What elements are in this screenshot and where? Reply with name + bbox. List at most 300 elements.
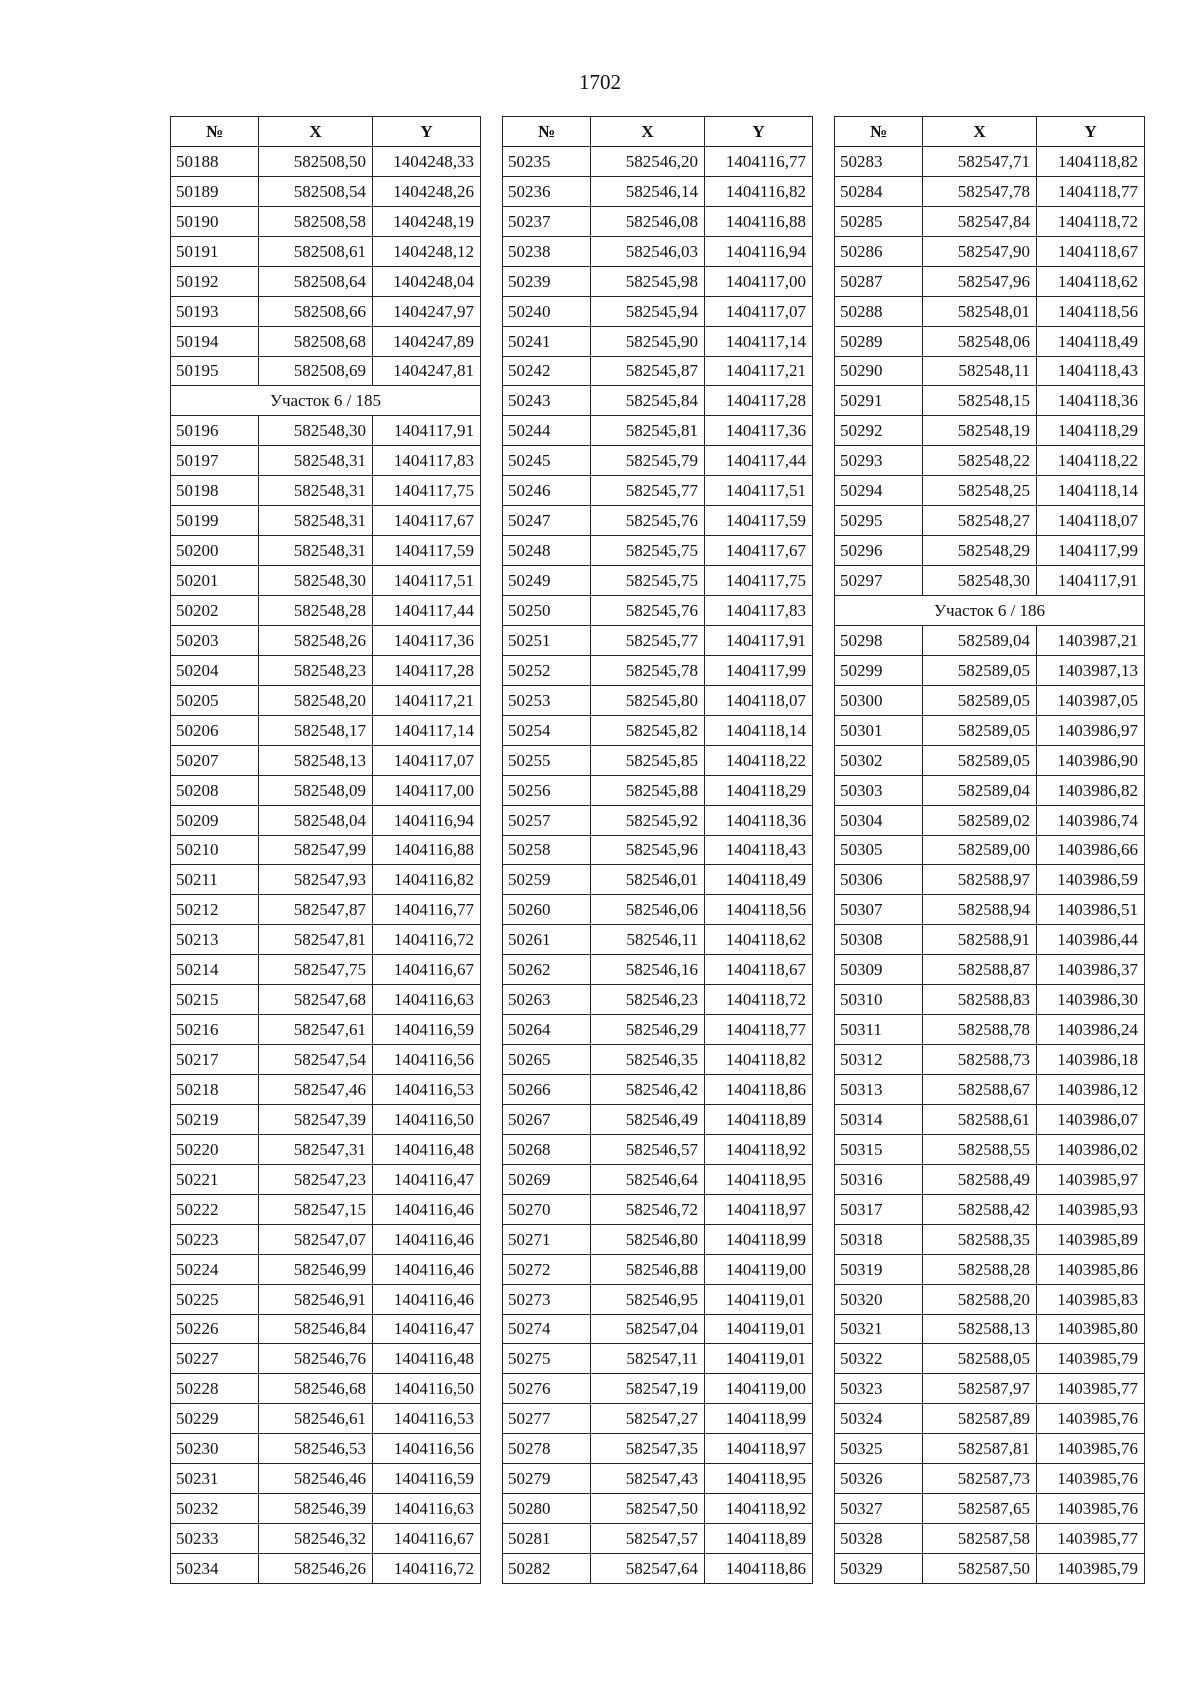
x-coordinate: 582588,83 bbox=[923, 985, 1037, 1015]
point-number: 50318 bbox=[835, 1224, 923, 1254]
y-coordinate: 1404116,48 bbox=[373, 1344, 481, 1374]
x-coordinate: 582548,27 bbox=[923, 506, 1037, 536]
x-coordinate: 582548,25 bbox=[923, 476, 1037, 506]
x-coordinate: 582588,55 bbox=[923, 1134, 1037, 1164]
table-row bbox=[503, 566, 813, 596]
table-row bbox=[835, 1494, 1145, 1524]
x-coordinate: 582545,94 bbox=[591, 296, 705, 326]
point-number: 50197 bbox=[171, 446, 259, 476]
point-number: 50307 bbox=[835, 895, 923, 925]
table-row bbox=[835, 386, 1145, 416]
y-coordinate: 1404117,59 bbox=[705, 506, 813, 536]
table-row bbox=[835, 685, 1145, 715]
x-coordinate: 582588,61 bbox=[923, 1104, 1037, 1134]
y-coordinate: 1404117,83 bbox=[373, 446, 481, 476]
table-row bbox=[503, 536, 813, 566]
table-row bbox=[171, 1464, 481, 1494]
y-coordinate: 1404117,14 bbox=[705, 326, 813, 356]
y-coordinate: 1404117,91 bbox=[1037, 566, 1145, 596]
point-number: 50270 bbox=[503, 1194, 591, 1224]
point-number: 50320 bbox=[835, 1284, 923, 1314]
y-coordinate: 1404116,67 bbox=[373, 955, 481, 985]
table-row bbox=[171, 1554, 481, 1584]
x-coordinate: 582546,76 bbox=[259, 1344, 373, 1374]
point-number: 50250 bbox=[503, 596, 591, 626]
x-coordinate: 582548,26 bbox=[259, 625, 373, 655]
x-coordinate: 582545,78 bbox=[591, 655, 705, 685]
x-coordinate: 582545,84 bbox=[591, 386, 705, 416]
point-number: 50222 bbox=[171, 1194, 259, 1224]
table-row bbox=[835, 1164, 1145, 1194]
table-row bbox=[835, 1554, 1145, 1584]
x-coordinate: 582546,01 bbox=[591, 865, 705, 895]
point-number: 50244 bbox=[503, 416, 591, 446]
point-number: 50196 bbox=[171, 416, 259, 446]
point-number: 50213 bbox=[171, 925, 259, 955]
table-row bbox=[835, 1134, 1145, 1164]
table-row bbox=[835, 715, 1145, 745]
point-number: 50245 bbox=[503, 446, 591, 476]
point-number: 50262 bbox=[503, 955, 591, 985]
y-coordinate: 1404118,49 bbox=[1037, 326, 1145, 356]
point-number: 50223 bbox=[171, 1224, 259, 1254]
x-coordinate: 582547,75 bbox=[259, 955, 373, 985]
table-row bbox=[503, 386, 813, 416]
point-number: 50225 bbox=[171, 1284, 259, 1314]
table-row bbox=[503, 1434, 813, 1464]
point-number: 50279 bbox=[503, 1464, 591, 1494]
point-number: 50292 bbox=[835, 416, 923, 446]
y-coordinate: 1404116,82 bbox=[373, 865, 481, 895]
y-coordinate: 1404117,44 bbox=[373, 596, 481, 626]
x-coordinate: 582587,58 bbox=[923, 1524, 1037, 1554]
x-coordinate: 582587,73 bbox=[923, 1464, 1037, 1494]
table-row bbox=[171, 1494, 481, 1524]
point-number: 50243 bbox=[503, 386, 591, 416]
x-coordinate: 582547,50 bbox=[591, 1494, 705, 1524]
x-coordinate: 582546,42 bbox=[591, 1075, 705, 1105]
table-row bbox=[171, 865, 481, 895]
table-row bbox=[835, 326, 1145, 356]
x-coordinate: 582508,66 bbox=[259, 296, 373, 326]
table-row bbox=[503, 1224, 813, 1254]
y-coordinate: 1404117,67 bbox=[705, 536, 813, 566]
x-coordinate: 582587,97 bbox=[923, 1374, 1037, 1404]
x-coordinate: 582547,35 bbox=[591, 1434, 705, 1464]
y-coordinate: 1404116,50 bbox=[373, 1374, 481, 1404]
x-coordinate: 582547,84 bbox=[923, 206, 1037, 236]
table-header-row bbox=[503, 117, 813, 147]
table-row bbox=[503, 1134, 813, 1164]
y-coordinate: 1404118,07 bbox=[1037, 506, 1145, 536]
y-coordinate: 1404248,04 bbox=[373, 266, 481, 296]
y-coordinate: 1404116,72 bbox=[373, 1554, 481, 1584]
header-y: Y bbox=[1037, 117, 1145, 147]
y-coordinate: 1404117,21 bbox=[373, 685, 481, 715]
x-coordinate: 582547,87 bbox=[259, 895, 373, 925]
y-coordinate: 1404116,88 bbox=[373, 835, 481, 865]
point-number: 50251 bbox=[503, 625, 591, 655]
table-row bbox=[503, 1015, 813, 1045]
x-coordinate: 582588,78 bbox=[923, 1015, 1037, 1045]
y-coordinate: 1404117,91 bbox=[705, 625, 813, 655]
y-coordinate: 1404116,77 bbox=[373, 895, 481, 925]
x-coordinate: 582589,05 bbox=[923, 655, 1037, 685]
x-coordinate: 582547,07 bbox=[259, 1224, 373, 1254]
y-coordinate: 1404247,89 bbox=[373, 326, 481, 356]
y-coordinate: 1404116,94 bbox=[373, 805, 481, 835]
y-coordinate: 1404118,89 bbox=[705, 1524, 813, 1554]
y-coordinate: 1404116,46 bbox=[373, 1194, 481, 1224]
table-row bbox=[503, 236, 813, 266]
header-x: X bbox=[591, 117, 705, 147]
table-row bbox=[835, 1224, 1145, 1254]
table-row bbox=[835, 1344, 1145, 1374]
x-coordinate: 582548,29 bbox=[923, 536, 1037, 566]
y-coordinate: 1404118,14 bbox=[705, 715, 813, 745]
point-number: 50192 bbox=[171, 266, 259, 296]
y-coordinate: 1404118,82 bbox=[705, 1045, 813, 1075]
y-coordinate: 1404117,75 bbox=[373, 476, 481, 506]
table-row bbox=[835, 536, 1145, 566]
table-row bbox=[171, 1404, 481, 1434]
table-row bbox=[171, 1045, 481, 1075]
point-number: 50286 bbox=[835, 236, 923, 266]
y-coordinate: 1404119,01 bbox=[705, 1284, 813, 1314]
y-coordinate: 1404117,07 bbox=[705, 296, 813, 326]
y-coordinate: 1404118,43 bbox=[705, 835, 813, 865]
y-coordinate: 1403985,76 bbox=[1037, 1434, 1145, 1464]
table-row bbox=[835, 446, 1145, 476]
y-coordinate: 1404119,00 bbox=[705, 1374, 813, 1404]
point-number: 50229 bbox=[171, 1404, 259, 1434]
point-number: 50329 bbox=[835, 1554, 923, 1584]
y-coordinate: 1404118,77 bbox=[705, 1015, 813, 1045]
point-number: 50301 bbox=[835, 715, 923, 745]
table-row bbox=[171, 596, 481, 626]
x-coordinate: 582546,35 bbox=[591, 1045, 705, 1075]
point-number: 50189 bbox=[171, 176, 259, 206]
point-number: 50321 bbox=[835, 1314, 923, 1344]
table-row bbox=[835, 1434, 1145, 1464]
point-number: 50204 bbox=[171, 655, 259, 685]
x-coordinate: 582546,29 bbox=[591, 1015, 705, 1045]
point-number: 50259 bbox=[503, 865, 591, 895]
table-row bbox=[171, 1224, 481, 1254]
x-coordinate: 582548,20 bbox=[259, 685, 373, 715]
table-row bbox=[171, 925, 481, 955]
point-number: 50234 bbox=[171, 1554, 259, 1584]
x-coordinate: 582546,68 bbox=[259, 1374, 373, 1404]
y-coordinate: 1404117,36 bbox=[705, 416, 813, 446]
table-row bbox=[171, 1284, 481, 1314]
y-coordinate: 1403986,51 bbox=[1037, 895, 1145, 925]
y-coordinate: 1404116,77 bbox=[705, 146, 813, 176]
point-number: 50298 bbox=[835, 625, 923, 655]
point-number: 50269 bbox=[503, 1164, 591, 1194]
table-row bbox=[171, 985, 481, 1015]
point-number: 50254 bbox=[503, 715, 591, 745]
table-row bbox=[835, 236, 1145, 266]
y-coordinate: 1404117,75 bbox=[705, 566, 813, 596]
table-row bbox=[503, 356, 813, 386]
x-coordinate: 582546,26 bbox=[259, 1554, 373, 1584]
y-coordinate: 1404118,95 bbox=[705, 1164, 813, 1194]
y-coordinate: 1404118,56 bbox=[705, 895, 813, 925]
point-number: 50212 bbox=[171, 895, 259, 925]
point-number: 50252 bbox=[503, 655, 591, 685]
x-coordinate: 582548,30 bbox=[259, 566, 373, 596]
point-number: 50312 bbox=[835, 1045, 923, 1075]
point-number: 50296 bbox=[835, 536, 923, 566]
table-row bbox=[503, 1164, 813, 1194]
x-coordinate: 582547,68 bbox=[259, 985, 373, 1015]
y-coordinate: 1404118,72 bbox=[1037, 206, 1145, 236]
x-coordinate: 582587,81 bbox=[923, 1434, 1037, 1464]
point-number: 50219 bbox=[171, 1104, 259, 1134]
table-row bbox=[171, 356, 481, 386]
point-number: 50195 bbox=[171, 356, 259, 386]
table-row bbox=[835, 1254, 1145, 1284]
point-number: 50314 bbox=[835, 1104, 923, 1134]
y-coordinate: 1404117,99 bbox=[1037, 536, 1145, 566]
table-row bbox=[835, 476, 1145, 506]
y-coordinate: 1404118,43 bbox=[1037, 356, 1145, 386]
x-coordinate: 582545,96 bbox=[591, 835, 705, 865]
table-row bbox=[835, 985, 1145, 1015]
table-header-row bbox=[835, 117, 1145, 147]
x-coordinate: 582545,76 bbox=[591, 506, 705, 536]
y-coordinate: 1404118,89 bbox=[705, 1104, 813, 1134]
x-coordinate: 582588,94 bbox=[923, 895, 1037, 925]
table-row bbox=[835, 775, 1145, 805]
y-coordinate: 1403986,74 bbox=[1037, 805, 1145, 835]
x-coordinate: 582546,14 bbox=[591, 176, 705, 206]
y-coordinate: 1403985,76 bbox=[1037, 1404, 1145, 1434]
x-coordinate: 582548,31 bbox=[259, 536, 373, 566]
y-coordinate: 1404118,29 bbox=[1037, 416, 1145, 446]
point-number: 50289 bbox=[835, 326, 923, 356]
y-coordinate: 1404117,36 bbox=[373, 625, 481, 655]
table-row bbox=[171, 146, 481, 176]
x-coordinate: 582546,08 bbox=[591, 206, 705, 236]
table-row bbox=[503, 1314, 813, 1344]
table-row bbox=[171, 655, 481, 685]
point-number: 50241 bbox=[503, 326, 591, 356]
table-row bbox=[503, 476, 813, 506]
point-number: 50282 bbox=[503, 1554, 591, 1584]
x-coordinate: 582547,19 bbox=[591, 1374, 705, 1404]
point-number: 50265 bbox=[503, 1045, 591, 1075]
y-coordinate: 1404118,36 bbox=[705, 805, 813, 835]
table-row bbox=[835, 1374, 1145, 1404]
x-coordinate: 582547,64 bbox=[591, 1554, 705, 1584]
point-number: 50287 bbox=[835, 266, 923, 296]
y-coordinate: 1404248,12 bbox=[373, 236, 481, 266]
y-coordinate: 1404116,88 bbox=[705, 206, 813, 236]
point-number: 50235 bbox=[503, 146, 591, 176]
table-row bbox=[835, 296, 1145, 326]
y-coordinate: 1404116,72 bbox=[373, 925, 481, 955]
table-row bbox=[503, 1254, 813, 1284]
point-number: 50202 bbox=[171, 596, 259, 626]
x-coordinate: 582588,97 bbox=[923, 865, 1037, 895]
point-number: 50191 bbox=[171, 236, 259, 266]
y-coordinate: 1404117,59 bbox=[373, 536, 481, 566]
y-coordinate: 1404117,99 bbox=[705, 655, 813, 685]
point-number: 50237 bbox=[503, 206, 591, 236]
table-row bbox=[503, 1524, 813, 1554]
y-coordinate: 1404116,46 bbox=[373, 1284, 481, 1314]
point-number: 50303 bbox=[835, 775, 923, 805]
table-row bbox=[171, 566, 481, 596]
x-coordinate: 582545,82 bbox=[591, 715, 705, 745]
x-coordinate: 582546,80 bbox=[591, 1224, 705, 1254]
table-row bbox=[835, 1194, 1145, 1224]
table-row bbox=[835, 1045, 1145, 1075]
y-coordinate: 1404119,01 bbox=[705, 1344, 813, 1374]
x-coordinate: 582588,67 bbox=[923, 1075, 1037, 1105]
point-number: 50267 bbox=[503, 1104, 591, 1134]
y-coordinate: 1403987,21 bbox=[1037, 625, 1145, 655]
x-coordinate: 582547,54 bbox=[259, 1045, 373, 1075]
table-row bbox=[835, 655, 1145, 685]
x-coordinate: 582547,71 bbox=[923, 146, 1037, 176]
x-coordinate: 582548,28 bbox=[259, 596, 373, 626]
table-row bbox=[835, 625, 1145, 655]
x-coordinate: 582546,39 bbox=[259, 1494, 373, 1524]
point-number: 50288 bbox=[835, 296, 923, 326]
y-coordinate: 1404118,95 bbox=[705, 1464, 813, 1494]
coordinate-table-1 bbox=[170, 116, 481, 1584]
y-coordinate: 1404247,97 bbox=[373, 296, 481, 326]
table-row bbox=[503, 805, 813, 835]
x-coordinate: 582546,64 bbox=[591, 1164, 705, 1194]
table-row bbox=[503, 1554, 813, 1584]
table-header-row bbox=[171, 117, 481, 147]
point-number: 50309 bbox=[835, 955, 923, 985]
y-coordinate: 1403985,76 bbox=[1037, 1464, 1145, 1494]
y-coordinate: 1403986,37 bbox=[1037, 955, 1145, 985]
table-row bbox=[171, 1374, 481, 1404]
point-number: 50266 bbox=[503, 1075, 591, 1105]
table-row bbox=[503, 446, 813, 476]
x-coordinate: 582547,81 bbox=[259, 925, 373, 955]
y-coordinate: 1404118,49 bbox=[705, 865, 813, 895]
x-coordinate: 582545,80 bbox=[591, 685, 705, 715]
y-coordinate: 1404116,82 bbox=[705, 176, 813, 206]
x-coordinate: 582547,39 bbox=[259, 1104, 373, 1134]
point-number: 50205 bbox=[171, 685, 259, 715]
x-coordinate: 582548,31 bbox=[259, 446, 373, 476]
point-number: 50280 bbox=[503, 1494, 591, 1524]
table-row bbox=[503, 596, 813, 626]
point-number: 50233 bbox=[171, 1524, 259, 1554]
point-number: 50239 bbox=[503, 266, 591, 296]
table-row bbox=[171, 895, 481, 925]
x-coordinate: 582587,65 bbox=[923, 1494, 1037, 1524]
x-coordinate: 582548,31 bbox=[259, 476, 373, 506]
x-coordinate: 582546,53 bbox=[259, 1434, 373, 1464]
table-row bbox=[171, 296, 481, 326]
table-row bbox=[503, 206, 813, 236]
x-coordinate: 582548,06 bbox=[923, 326, 1037, 356]
y-coordinate: 1403986,59 bbox=[1037, 865, 1145, 895]
point-number: 50302 bbox=[835, 745, 923, 775]
y-coordinate: 1403986,66 bbox=[1037, 835, 1145, 865]
x-coordinate: 582588,87 bbox=[923, 955, 1037, 985]
point-number: 50281 bbox=[503, 1524, 591, 1554]
y-coordinate: 1404248,33 bbox=[373, 146, 481, 176]
x-coordinate: 582548,23 bbox=[259, 655, 373, 685]
x-coordinate: 582548,09 bbox=[259, 775, 373, 805]
point-number: 50211 bbox=[171, 865, 259, 895]
point-number: 50224 bbox=[171, 1254, 259, 1284]
y-coordinate: 1404117,07 bbox=[373, 745, 481, 775]
table-row bbox=[503, 715, 813, 745]
table-row bbox=[835, 1404, 1145, 1434]
table-row bbox=[835, 1524, 1145, 1554]
table-row bbox=[171, 835, 481, 865]
y-coordinate: 1404116,47 bbox=[373, 1314, 481, 1344]
point-number: 50210 bbox=[171, 835, 259, 865]
y-coordinate: 1403985,86 bbox=[1037, 1254, 1145, 1284]
table-row bbox=[503, 685, 813, 715]
point-number: 50297 bbox=[835, 566, 923, 596]
table-row bbox=[835, 895, 1145, 925]
table-row bbox=[835, 266, 1145, 296]
table-row bbox=[171, 1254, 481, 1284]
point-number: 50220 bbox=[171, 1134, 259, 1164]
point-number: 50200 bbox=[171, 536, 259, 566]
point-number: 50304 bbox=[835, 805, 923, 835]
table-row bbox=[503, 1344, 813, 1374]
point-number: 50295 bbox=[835, 506, 923, 536]
x-coordinate: 582589,05 bbox=[923, 715, 1037, 745]
point-number: 50319 bbox=[835, 1254, 923, 1284]
y-coordinate: 1404118,99 bbox=[705, 1224, 813, 1254]
x-coordinate: 582545,76 bbox=[591, 596, 705, 626]
table-row bbox=[171, 416, 481, 446]
y-coordinate: 1403985,89 bbox=[1037, 1224, 1145, 1254]
x-coordinate: 582548,15 bbox=[923, 386, 1037, 416]
table-row bbox=[503, 1045, 813, 1075]
table-row bbox=[171, 1194, 481, 1224]
point-number: 50283 bbox=[835, 146, 923, 176]
y-coordinate: 1404119,00 bbox=[705, 1254, 813, 1284]
table-row bbox=[835, 865, 1145, 895]
y-coordinate: 1404116,53 bbox=[373, 1404, 481, 1434]
table-row bbox=[171, 955, 481, 985]
table-row bbox=[171, 775, 481, 805]
y-coordinate: 1404118,14 bbox=[1037, 476, 1145, 506]
point-number: 50272 bbox=[503, 1254, 591, 1284]
x-coordinate: 582546,23 bbox=[591, 985, 705, 1015]
table-row bbox=[171, 1164, 481, 1194]
point-number: 50207 bbox=[171, 745, 259, 775]
x-coordinate: 582589,05 bbox=[923, 685, 1037, 715]
header-x: X bbox=[259, 117, 373, 147]
y-coordinate: 1404116,59 bbox=[373, 1464, 481, 1494]
table-row bbox=[503, 416, 813, 446]
y-coordinate: 1404116,63 bbox=[373, 1494, 481, 1524]
y-coordinate: 1404118,97 bbox=[705, 1194, 813, 1224]
table-row bbox=[835, 805, 1145, 835]
table-row bbox=[503, 1404, 813, 1434]
y-coordinate: 1403986,44 bbox=[1037, 925, 1145, 955]
point-number: 50206 bbox=[171, 715, 259, 745]
table-row bbox=[171, 1075, 481, 1105]
